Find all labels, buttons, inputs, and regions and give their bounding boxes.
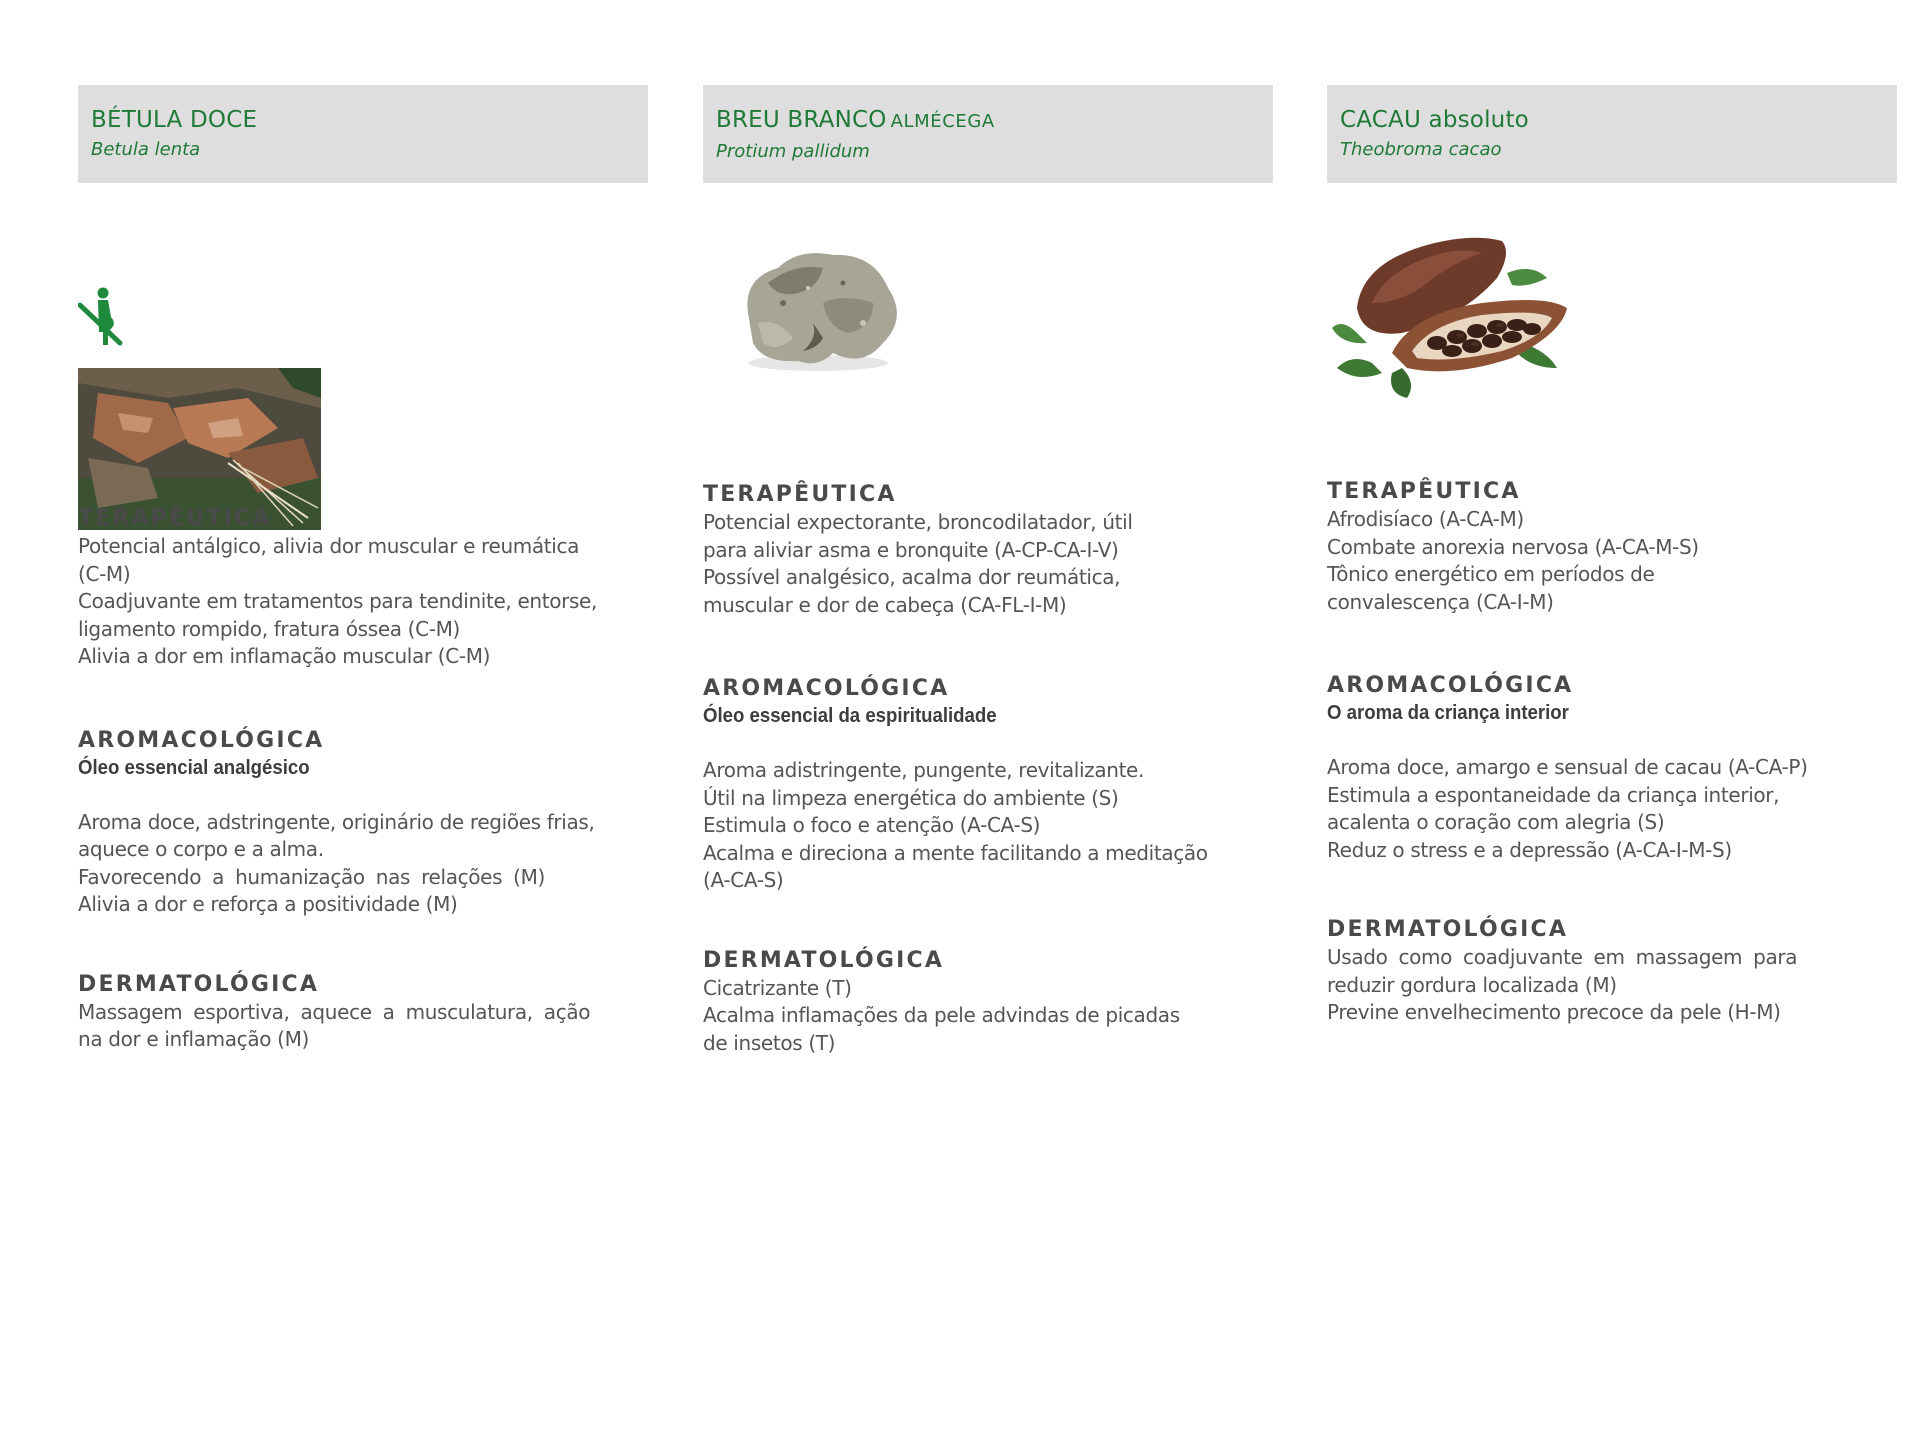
text-line: Combate anorexia nervosa (A-CA-M-S) [1327,534,1699,559]
oil-header [703,85,1273,183]
text-line: Coadjuvante em tratamentos para tendinite, entorse, [78,589,598,613]
oil-card-breu-branco [703,85,1273,1055]
text-line: muscular e dor de cabeça (CA-FL-I-M) [703,592,1067,617]
oil-media [1327,183,1897,513]
oil-alt-name: ALMÉCEGA [890,111,995,132]
cacao-pod-photo [1332,233,1572,398]
text-line: Aroma doce, amargo e sensual de cacau (A-CA-P) [1327,755,1808,779]
text-line: Afrodisíaco (A-CA-M) [1327,507,1524,531]
oil-card-cacau [1327,85,1897,1024]
text-line: na dor e inflamação (M) [78,1027,309,1051]
text-line: (A-CA-S) [703,868,784,892]
section-title: TERAPÊUTICA [703,482,897,507]
text-line: Tônico energético em períodos de [1327,562,1655,586]
section-title: AROMACOLÓGICA [1327,673,1574,698]
text-line: acalenta o coração com alegria (S) [1327,810,1665,834]
section-subtitle: O aroma da criança interior [1327,702,1569,724]
text-line: Potencial antálgico, alivia dor muscular e reumática [78,534,580,558]
oil-card-betula [78,85,648,1051]
text-line: Reduz o stress e a depressão (A-CA-I-M-S) [1327,837,1732,862]
section-title: TERAPÊUTICA [78,506,272,531]
text-line: Potencial expectorante, broncodilatador, útil [703,510,1133,534]
text-line: Alivia a dor e reforça a positividade (M) [78,892,458,916]
text-line: Acalma e direciona a mente facilitando a meditação [703,840,1208,865]
oil-name: CACAU absoluto [1340,107,1529,133]
oil-body [1327,478,1897,1027]
text-line: Acalma inflamações da pele advindas de picadas [703,1003,1180,1027]
oil-latin-name: Betula lenta [91,139,201,160]
oil-header [78,85,648,183]
section-aromacologica [78,727,648,919]
text-line: aquece o corpo e a alma. [78,837,324,861]
text-line: Possível analgésico, acalma dor reumática, [703,565,1121,589]
section-title: DERMATOLÓGICA [78,971,320,997]
text-line: Alivia a dor em inflamação muscular (C-M) [78,644,491,668]
oil-media [703,183,1273,513]
oil-body [78,505,648,1054]
oil-name: BÉTULA DOCE [91,107,258,133]
oil-header [1327,85,1897,183]
text-line: Aroma adistringente, pungente, revitalizante. [703,758,1145,782]
section-title: DERMATOLÓGICA [703,947,945,973]
text-line: Usado como coadjuvante em massagem para [1327,945,1798,969]
section-subtitle: Óleo essencial analgésico [78,756,310,779]
section-terapeutica [78,505,648,671]
text-line: (C-M) [78,561,131,586]
text-line: Previne envelhecimento precoce da pele (H-M) [1327,1000,1781,1024]
section-title: DERMATOLÓGICA [1327,917,1569,942]
section-dermatologica [78,971,648,1054]
text-line: Estimula a espontaneidade da criança interior, [1327,782,1780,807]
text-line: de insetos (T) [703,1030,836,1055]
text-line: Favorecendo a humanização nas relações (M) [78,864,545,889]
section-dermatologica [703,947,1273,1058]
oil-body [703,481,1273,1057]
section-dermatologica [1327,916,1897,1027]
section-title: AROMACOLÓGICA [78,727,325,753]
text-line: reduzir gordura localizada (M) [1327,972,1617,997]
section-terapeutica [703,481,1273,619]
text-line: para aliviar asma e bronquite (A-CP-CA-I-V) [703,537,1119,562]
section-title: AROMACOLÓGICA [703,676,950,701]
section-terapeutica [1327,478,1897,616]
section-aromacologica [1327,672,1897,864]
text-line: Massagem esportiva, aquece a musculatura, ação [78,999,591,1024]
text-line: ligamento rompido, fratura óssea (C-M) [78,616,460,641]
text-line: Útil na limpeza energética do ambiente (S) [703,785,1119,810]
oil-latin-name: Protium pallidum [716,141,870,162]
text-line: convalescença (CA-I-M) [1327,589,1554,614]
oil-media [78,183,648,513]
section-title: TERAPÊUTICA [1327,479,1521,504]
pregnancy-warning-icon [78,287,124,347]
text-line: Aroma doce, adstringente, originário de regiões frias, [78,809,595,834]
oil-latin-name: Theobroma cacao [1340,139,1502,160]
resin-photo [723,243,913,378]
text-line: Cicatrizante (T) [703,975,852,1000]
section-subtitle: Óleo essencial da espiritualidade [703,705,997,727]
section-aromacologica [703,675,1273,895]
oil-name: BREU BRANCO ALMÉCEGA [716,107,995,133]
text-line: Estimula o foco e atenção (A-CA-S) [703,813,1041,837]
